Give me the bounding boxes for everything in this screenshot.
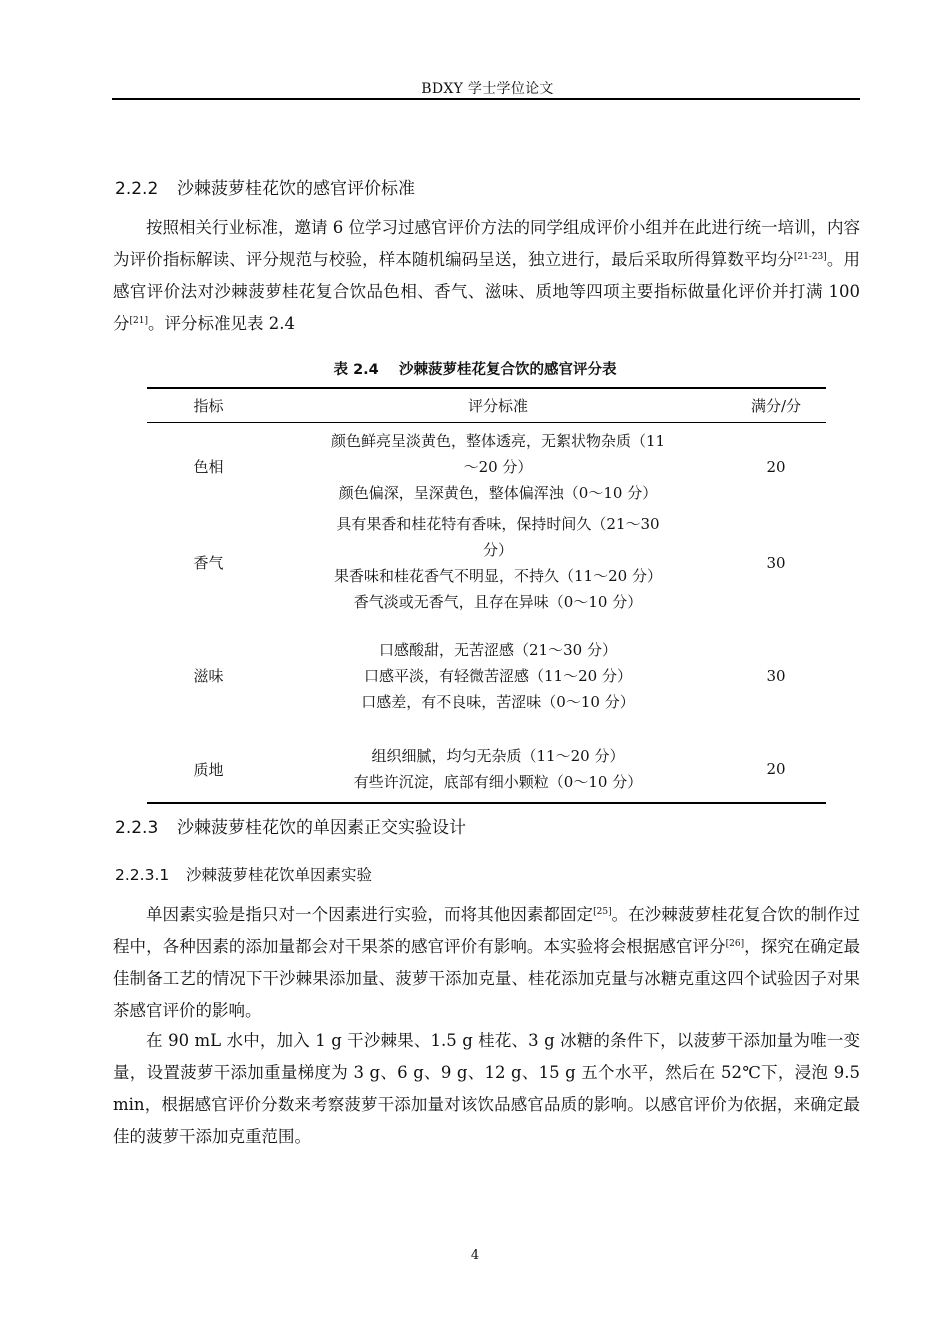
table-caption — [0, 358, 950, 379]
criteria-line: 口感酸甜，无苦涩感（21～30 分） — [379, 640, 617, 659]
paragraph-text: ，探究在确定最佳制备工艺的情况下干沙棘果添加量、菠萝干添加克量、桂花添加克量与冰糖克重这四个试验因子对果茶感官评价的影响。 — [113, 937, 861, 1020]
score-cell: 20 — [766, 457, 786, 476]
table-row — [147, 511, 826, 615]
score-cell: 20 — [726, 737, 826, 803]
paragraph-text: 。用感官评价法对沙棘菠萝桂花复合饮品色相、香气、滋味、质地等四项主要指标做量化评价并打满 100 分 — [113, 250, 861, 333]
paragraph-single-factor — [113, 899, 860, 1027]
paragraph-text: 。评分标准见表 2.4 — [147, 314, 295, 333]
section-heading-2-2-2 — [115, 174, 415, 199]
criteria-line: 颜色偏深，呈深黄色，整体偏浑浊（0～10 分） — [338, 483, 658, 502]
table-header-row — [147, 388, 826, 423]
section-number: 2.2.3 — [115, 818, 159, 838]
table-row — [147, 737, 826, 803]
section-number: 2.2.3.1 — [115, 866, 170, 884]
header-rule — [112, 98, 860, 100]
section-title: 沙棘菠萝桂花饮的感官评价标准 — [177, 179, 415, 199]
criteria-line: 颜色鲜亮呈淡黄色，整体透亮，无絮状物杂质（11～20 分） — [330, 431, 666, 476]
table-row — [147, 615, 826, 737]
score-cell: 30 — [766, 666, 786, 685]
sensory-score-table — [147, 387, 826, 804]
indicator-cell: 色相 — [193, 458, 224, 477]
citation: [25] — [593, 907, 612, 917]
table-caption-label: 表 2.4 — [333, 362, 379, 378]
header-score: 满分/分 — [726, 388, 826, 423]
indicator-cell: 香气 — [193, 554, 224, 572]
criteria-line: 具有果香和桂花特有香味，保持时间久（21～30 分） — [336, 514, 660, 559]
paragraph-experiment-setup — [113, 1025, 860, 1153]
criteria-line: 口感平淡，有轻微苦涩感（11～20 分） — [364, 666, 632, 685]
paragraph-text: 按照相关行业标准，邀请 6 位学习过感官评价方法的同学组成评价小组并在此进行统一培训，内容为评价指标解读、评分规范与校验，样本随机编码呈送，独立进行，最后采取所得算数平均分 — [113, 218, 860, 269]
indicator-cell: 滋味 — [193, 667, 224, 685]
section-number: 2.2.2 — [115, 179, 159, 199]
criteria-line: 口感差，有不良味，苦涩味（0～10 分） — [361, 692, 635, 711]
running-header: BDXY 学士学位论文 — [421, 81, 554, 97]
criteria-line: 有些许沉淀，底部有细小颗粒（0～10 分） — [353, 773, 643, 791]
criteria-line: 组织细腻，均匀无杂质（11～20 分） — [371, 747, 625, 765]
table-row — [147, 423, 826, 511]
section-heading-2-2-3 — [115, 813, 466, 838]
paragraph-text: 单因素实验是指只对一个因素进行实验，而将其他因素都固定 — [146, 905, 594, 924]
criteria-line: 果香味和桂花香气不明显，不持久（11～20 分） — [334, 566, 662, 585]
paragraph-evaluation-method — [113, 212, 860, 340]
citation: [21] — [129, 316, 148, 326]
paragraph-text: 在 90 mL 水中，加入 1 g 干沙棘果、1.5 g 桂花、3 g 冰糖的条件下，以菠萝干添加量为唯一变量，设置菠萝干添加重量梯度为 3 g、6 g、9 g、12 g、15 g 五个水平，然后在 52℃下，浸泡 9.5 min，根据感官评价分数来考察菠萝干添加量对该饮品感官品质的影响。以感官评价为依据，来确定最佳的菠萝干添加克重范围。 — [113, 1031, 860, 1146]
paragraph-text: 。在沙棘菠萝桂花复合饮的制作过程中，各种因素的添加量都会对干果茶的感官评价有影响。本实验将会根据感官评分 — [113, 905, 861, 956]
section-title: 沙棘菠萝桂花饮单因素实验 — [186, 866, 373, 884]
citation: [21-23] — [793, 252, 827, 262]
criteria-cell — [270, 511, 726, 615]
section-heading-2-2-3-1 — [115, 863, 372, 885]
indicator-cell: 质地 — [147, 737, 270, 803]
criteria-cell — [270, 423, 726, 511]
page-number: 4 — [470, 1248, 480, 1263]
section-title: 沙棘菠萝桂花饮的单因素正交实验设计 — [177, 818, 466, 838]
criteria-cell — [270, 615, 726, 737]
table-caption-title: 沙棘菠萝桂花复合饮的感官评分表 — [398, 362, 617, 378]
criteria-cell — [270, 737, 726, 803]
header-criteria: 评分标准 — [270, 388, 726, 423]
score-cell: 30 — [766, 553, 786, 572]
citation: [26] — [725, 939, 745, 949]
criteria-line: 香气淡或无香气，且存在异味（0～10 分） — [353, 592, 643, 611]
header-indicator: 指标 — [147, 388, 270, 423]
